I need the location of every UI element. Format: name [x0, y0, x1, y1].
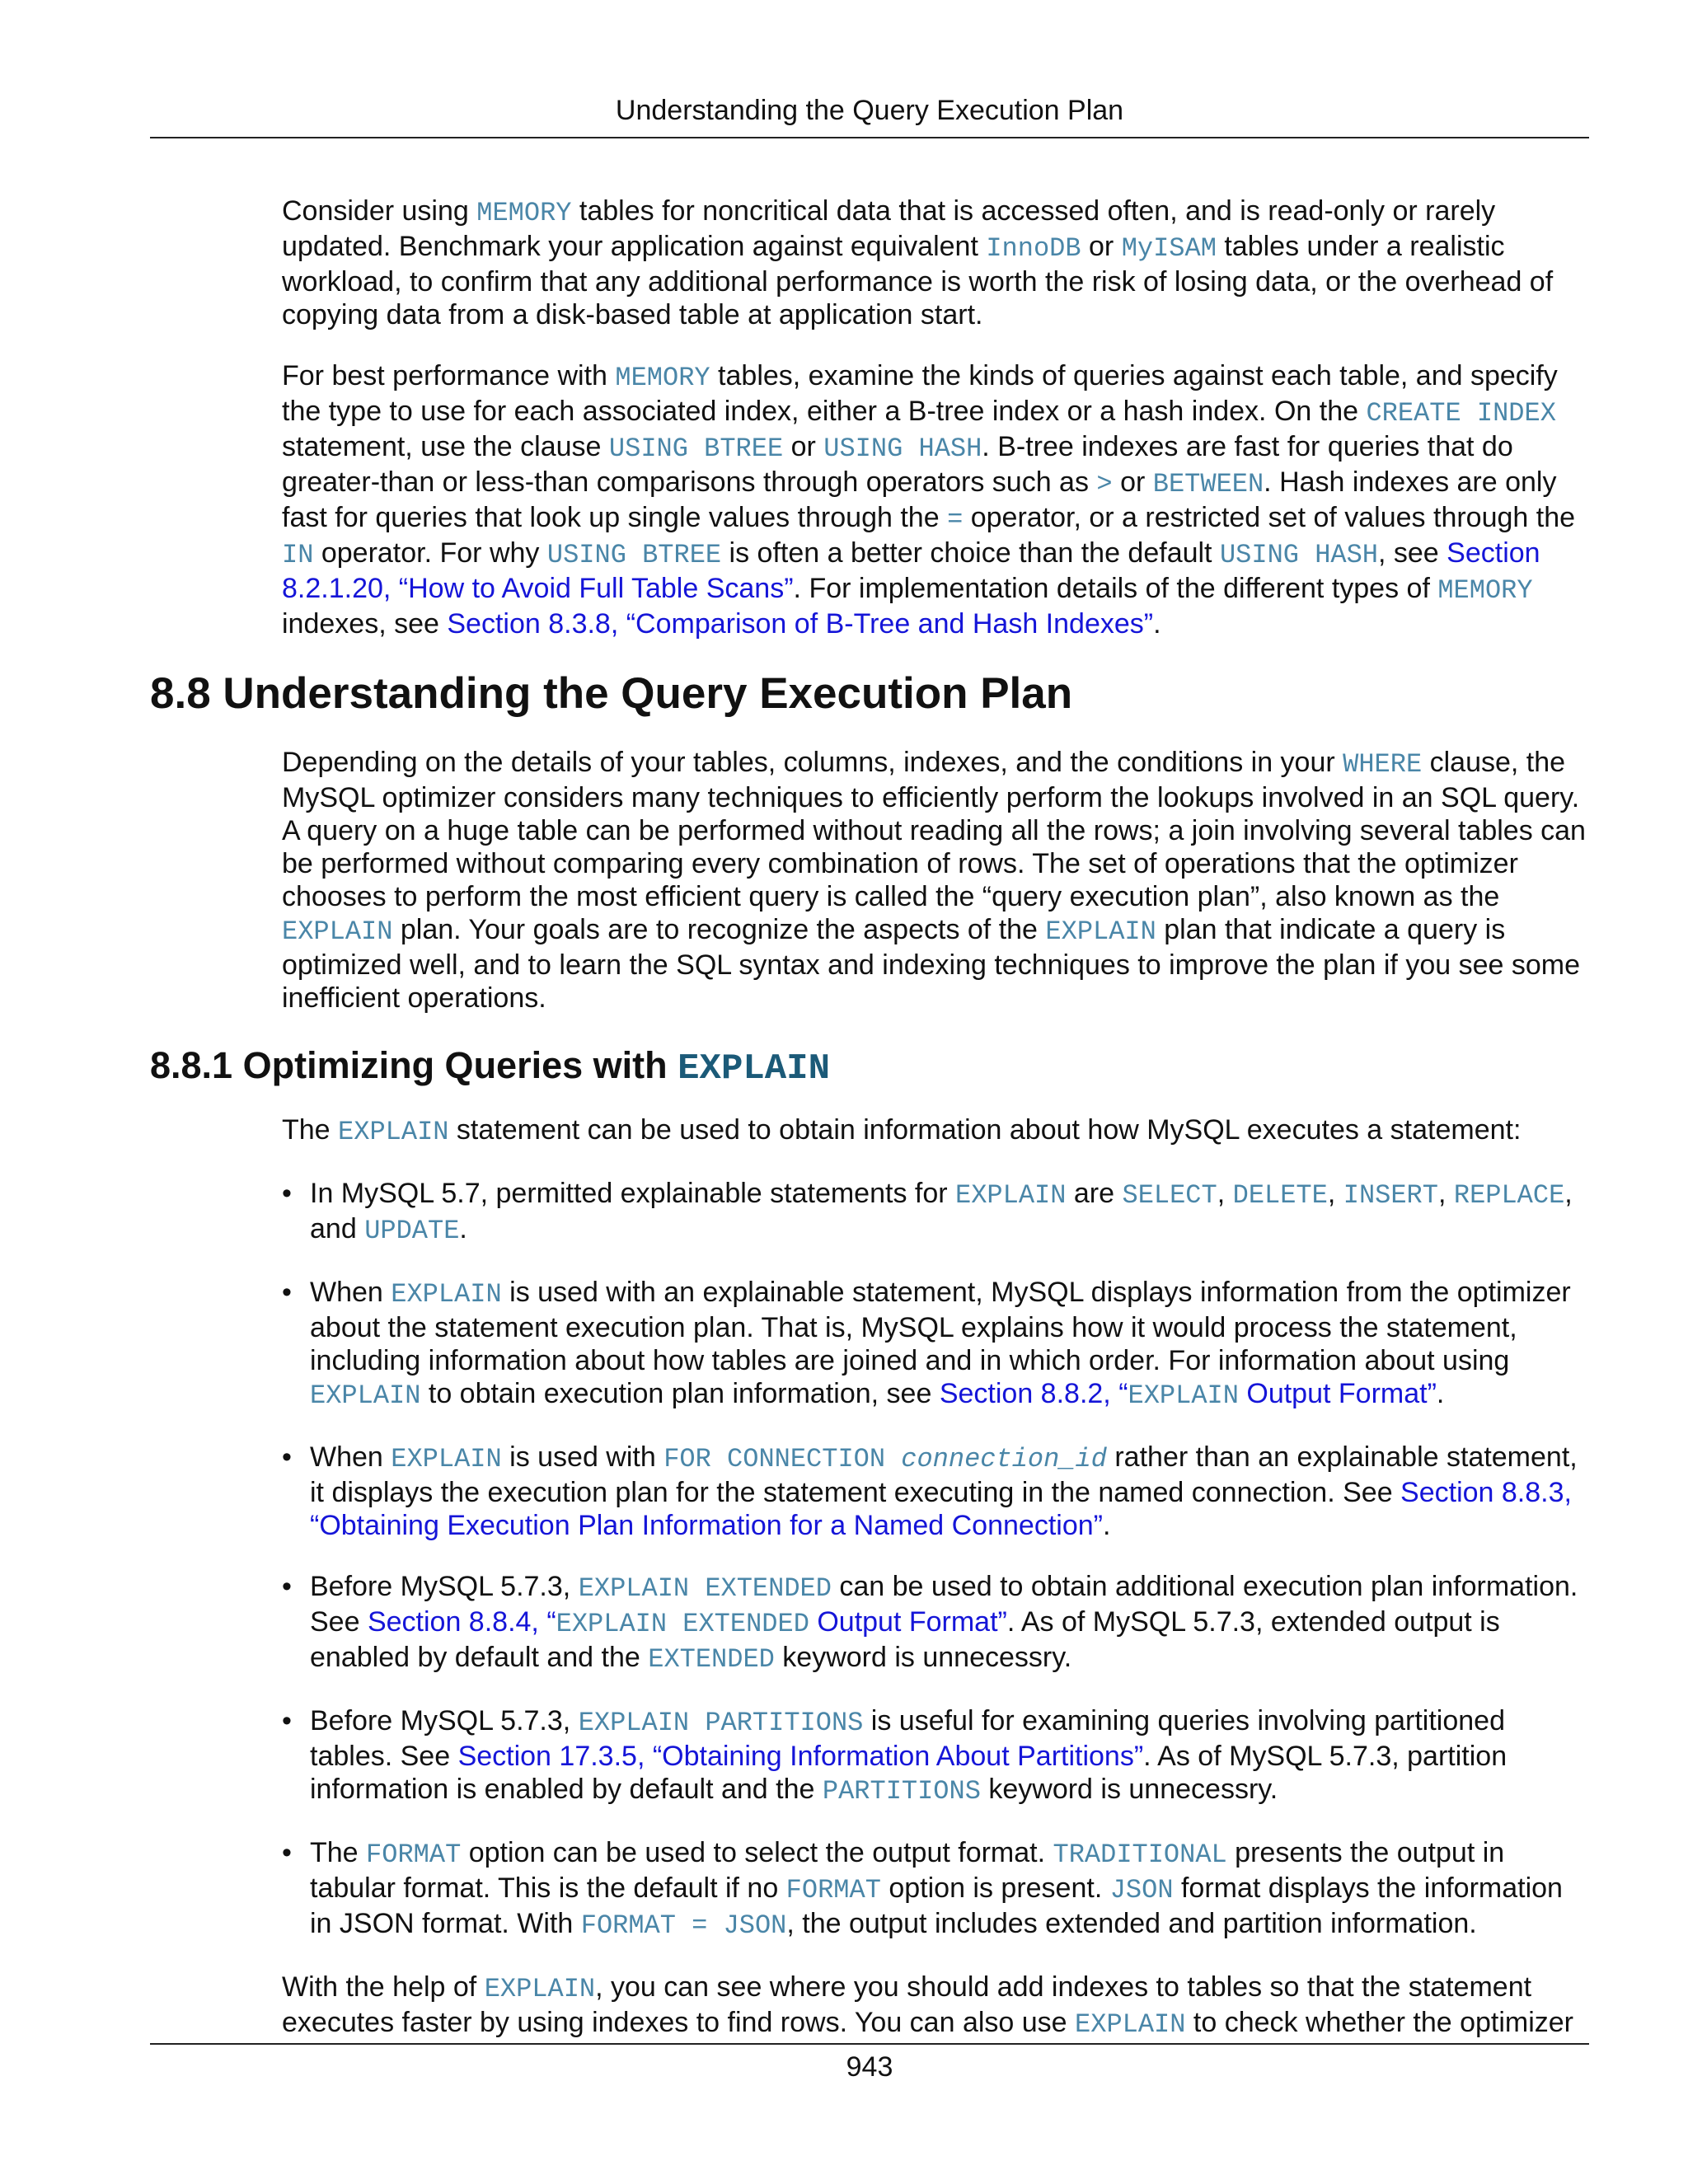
list-item: • When EXPLAIN is used with an explainable statement, MySQL displays information from the optimizer about the statement execution plan. That is, MySQL explains how it would process the statement, including information about how tables are joined and in which order. For information about using EXPLAIN to obtain execution plan information, see Section 8.8.2, “EXPLAIN Output Format”.	[282, 1277, 1571, 1411]
running-header: Understanding the Query Execution Plan	[615, 95, 1124, 126]
link-avoid-full-table-scans[interactable]: Section 8.2.1.20, “How to Avoid Full Table Scans”	[282, 537, 1540, 604]
list-item: • Before MySQL 5.7.3, EXPLAIN PARTITIONS is useful for examining queries involving partitioned tables. See Section 17.3.5, “Obtaining Information About Partitions”. As of MySQL 5.7.3, partition information is enabled by default and the PARTITIONS keyword is unnecessry.	[282, 1705, 1507, 1807]
closing-paragraph: With the help of EXPLAIN, you can see where you should add indexes to tables so that the statement executes faster by using indexes to find rows. You can also use EXPLAIN to check whether the optimizer	[282, 1971, 1574, 2040]
section-8-8-paragraph: Depending on the details of your tables, columns, indexes, and the conditions in your WHERE clause, the MySQL optimizer considers many techniques to efficiently perform the lookups involved in an SQL query. A query on a huge table can be performed without reading all the rows; a join involving several tables can be performed without comparing every combination of rows. The set of operations that the optimizer chooses to perform the most efficient query is called the “query execution plan”, also known as the EXPLAIN plan. Your goals are to recognize the aspects of the EXPLAIN plan that indicate a query is optimized well, and to learn the SQL syntax and indexing techniques to improve the plan if you see some inefficient operations.	[282, 747, 1586, 1014]
section-8-8-1-intro: The EXPLAIN statement can be used to obtain information about how MySQL executes a statement:	[282, 1114, 1522, 1147]
intro-paragraph-1: Consider using MEMORY tables for noncritical data that is accessed often, and is read-only or rarely updated. Benchmark your application against equivalent InnoDB or MyISAM tables under a realistic workload, to confirm that any additional performance is worth the risk of losing data, or the overhead of copying data from a disk-based table at application start.	[282, 195, 1554, 330]
page-number: 943	[846, 2051, 893, 2083]
link-named-connection-plan[interactable]: Section 8.8.3, “Obtaining Execution Plan Information for a Named Connection”	[310, 1477, 1572, 1541]
link-explain-extended-format[interactable]: Section 8.8.4, “EXPLAIN EXTENDED Output Format”	[367, 1606, 1007, 1639]
section-heading-8-8: 8.8 Understanding the Query Execution Plan	[150, 669, 1073, 718]
section-heading-8-8-1: 8.8.1 Optimizing Queries with EXPLAIN	[150, 1044, 830, 1090]
intro-paragraph-2: For best performance with MEMORY tables, examine the kinds of queries against each table, and specify the type to use for each associated index, either a B-tree index or a hash index. On the CREATE INDEX statement, use the clause USING BTREE or USING HASH. B-tree indexes are fast for queries that do greater-than or less-than comparisons through operators such as > or BETWEEN. Hash indexes are only fast for queries that look up single values through the = operator, or a restricted set of values through the IN operator. For why USING BTREE is often a better choice than the default USING HASH, see Section 8.2.1.20, “How to Avoid Full Table Scans”. For implementation details of the different types of MEMORY indexes, see Section 8.3.8, “Comparison of B-Tree and Hash Indexes”.	[282, 360, 1576, 640]
list-item: • When EXPLAIN is used with FOR CONNECTION connection_id rather than an explainable statement, it displays the execution plan for the statement executing in the named connection. See Section 8.8.3, “Obtaining Execution Plan Information for a Named Connection”.	[282, 1441, 1578, 1541]
bullet-icon: •	[282, 1441, 292, 1473]
page-body	[150, 194, 1589, 2041]
link-partitions-info[interactable]: Section 17.3.5, “Obtaining Information About Partitions”	[457, 1741, 1144, 1772]
bullet-icon: •	[282, 1705, 292, 1736]
bullet-icon: •	[282, 1571, 292, 1602]
bullet-icon: •	[282, 1178, 292, 1209]
bullet-icon: •	[282, 1277, 292, 1308]
footer-rule	[150, 2043, 1589, 2045]
explain-bullet-list	[282, 1177, 1589, 1943]
link-btree-hash-comparison[interactable]: Section 8.3.8, “Comparison of B-Tree and Hash Indexes”	[447, 608, 1154, 640]
list-item: • Before MySQL 5.7.3, EXPLAIN EXTENDED can be used to obtain additional execution plan information. See Section 8.8.4, “EXPLAIN EXTENDED Output Format”. As of MySQL 5.7.3, extended output is enabled by default and the EXTENDED keyword is unnecessry.	[282, 1571, 1578, 1675]
header-rule	[150, 137, 1589, 138]
link-explain-output-format[interactable]: Section 8.8.2, “EXPLAIN Output Format”	[939, 1378, 1437, 1411]
list-item: • In MySQL 5.7, permitted explainable statements for EXPLAIN are SELECT, DELETE, INSERT, REPLACE, and UPDATE.	[282, 1178, 1573, 1246]
list-item: • The FORMAT option can be used to select the output format. TRADITIONAL presents the output in tabular format. This is the default if no FORMAT option is present. JSON format displays the information in JSON format. With FORMAT = JSON, the output includes extended and partition information.	[282, 1837, 1563, 1941]
bullet-icon: •	[282, 1837, 292, 1868]
